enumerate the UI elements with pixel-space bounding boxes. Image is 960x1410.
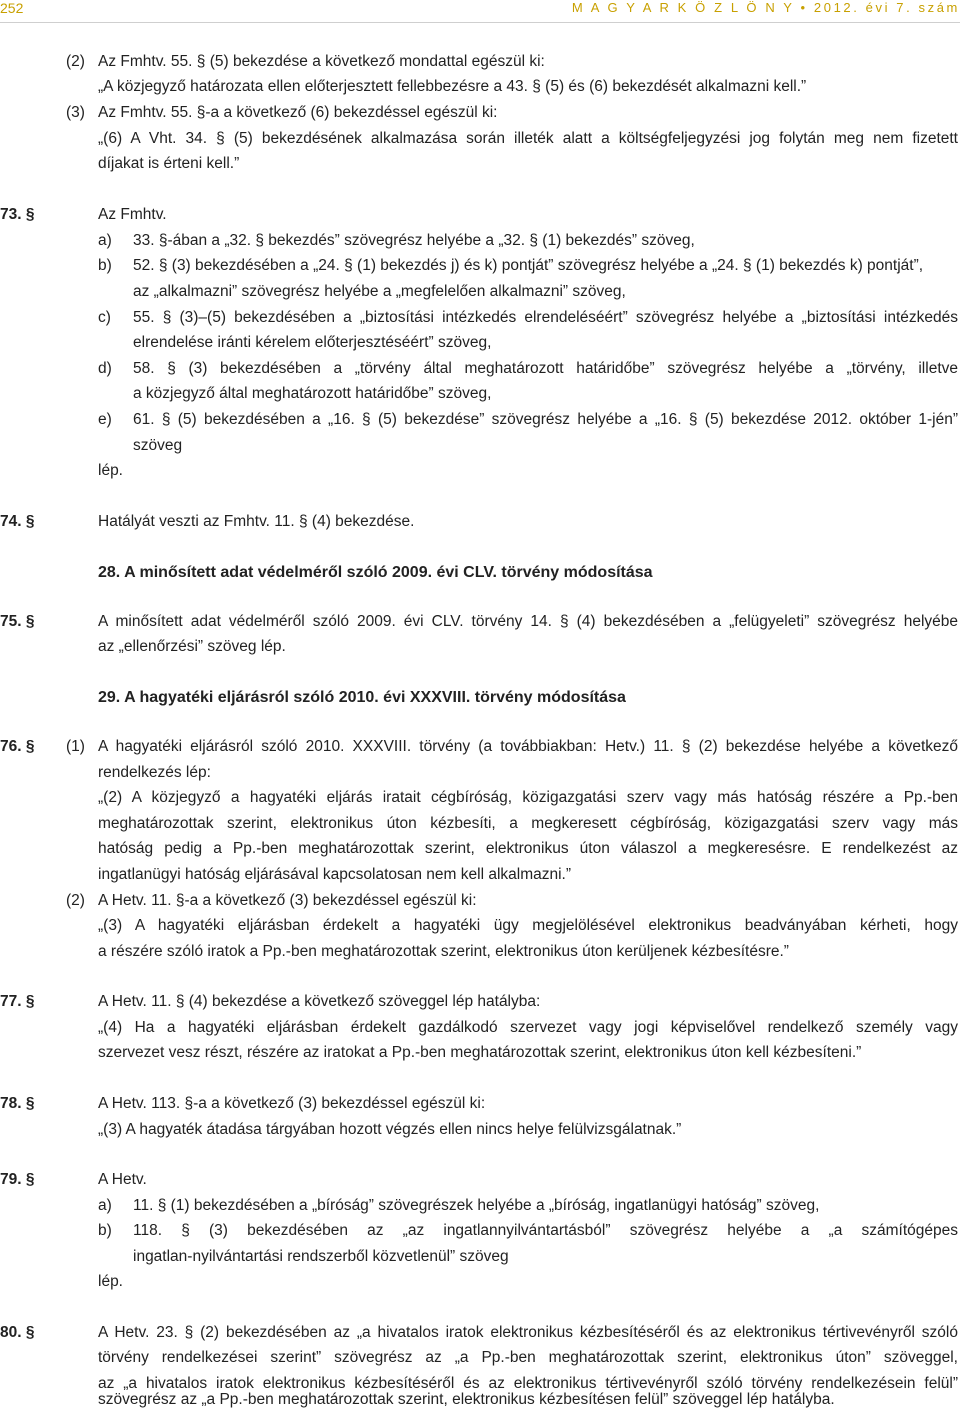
item-label: b)	[98, 257, 112, 274]
item-text: 61. § (5) bekezdésében a „16. § (5) bekezdése” szövegrész helyébe a „16. § (5) bekezdése 2012. október 1-jén”	[133, 411, 958, 428]
page-number: 252	[0, 0, 24, 16]
section-text: A minősített adat védelméről szóló 2009. évi CLV. törvény 14. § (4) bekezdésében a „felügyeleti” szövegrész helyébe	[98, 613, 958, 630]
item-text: ingatlan-nyilvántartási rendszerből közvetlenül” szöveg	[133, 1248, 509, 1265]
item-text: szöveg	[133, 437, 183, 454]
section-number: 75. §	[0, 613, 35, 630]
item-text: 55. § (3)–(5) bekezdésében a „biztosítási intézkedés elrendeléséért” szövegrész helyébe a „biztosítási intézkedés	[133, 309, 958, 326]
quoted-text: „(4) Ha a hagyatéki eljárásban érdekelt gazdálkodó szervezet vagy jogi képviselővel rendelkező személy vagy	[98, 1019, 958, 1036]
paragraph-number: (2)	[66, 53, 85, 70]
paragraph-number: (3)	[66, 104, 85, 121]
item-label: c)	[98, 309, 111, 326]
item-label: b)	[98, 1222, 112, 1239]
quoted-text: „(6) A Vht. 34. § (5) bekezdésének alkalmazása során illeték alatt a költségfeljegyzési jog folytán meg nem fizetett	[98, 130, 958, 147]
page-header	[0, 0, 960, 23]
section-intro: A Hetv.	[98, 1171, 147, 1188]
quoted-text: „(3) A hagyaték átadása tárgyában hozott végzés ellen nincs helye felülvizsgálatnak.”	[98, 1121, 682, 1138]
section-number: 78. §	[0, 1095, 35, 1112]
quoted-text: ingatlanügyi hatóság eljárásával kapcsolatosan nem kell alkalmazni.”	[98, 866, 572, 883]
section-number: 73. §	[0, 206, 35, 223]
paragraph-text: rendelkezés lép:	[98, 764, 211, 781]
quoted-text: „(3) A hagyatéki eljárásban érdekelt a hagyatéki ügy megjelölésével elektronikus beadványában kérheti, hogy	[98, 917, 958, 934]
quoted-text: szervezet vesz részt, részére az iratokat a Pp.-ben meghatározottak szerint, elektronikus úton kell kézbesíteni.”	[98, 1044, 862, 1061]
chapter-heading: 29. A hagyatéki eljárásról szóló 2010. évi XXXVIII. törvény módosítása	[98, 689, 626, 706]
section-number: 77. §	[0, 993, 35, 1010]
section-number: 74. §	[0, 513, 35, 530]
section-text: A Hetv. 23. § (2) bekezdésében az „a hivatalos iratok elektronikus kézbesítéséről és az elektronikus tértivevényről szóló	[98, 1324, 958, 1341]
chapter-heading: 28. A minősített adat védelméről szóló 2009. évi CLV. törvény módosítása	[98, 564, 653, 581]
paragraph-text: A hagyatéki eljárásról szóló 2010. XXXVIII. törvény (a továbbiakban: Hetv.) 11. § (2) bekezdése helyébe a következő	[98, 738, 958, 755]
quoted-text: „(2) A közjegyző a hagyatéki eljárás iratait cégbíróság, közigazgatási szerv vagy más hatóság részére a Pp.-ben	[98, 789, 958, 806]
closing-text: lép.	[98, 462, 123, 479]
section-number: 79. §	[0, 1171, 35, 1188]
item-label: d)	[98, 360, 112, 377]
item-text: az „alkalmazni” szövegrész helyébe a „megfelelően alkalmazni” szöveg,	[133, 283, 626, 300]
item-label: a)	[98, 232, 112, 249]
paragraph-text: A Hetv. 11. §-a a következő (3) bekezdéssel egészül ki:	[98, 892, 477, 909]
item-label: e)	[98, 411, 112, 428]
section-number: 80. §	[0, 1324, 35, 1341]
section-text: törvény rendelkezései szerint” szövegrész az „a Pp.-ben meghatározottak szerint, elektronikus úton” szöveggel,	[98, 1349, 958, 1366]
quoted-text: meghatározottak szerint, elektronikus úton kézbesíti, a megkeresett cégbíróság, közigazgatási szerv vagy más	[98, 815, 958, 832]
quoted-text: hatóság pedig a Pp.-ben meghatározottak szerint, elektronikus úton válaszol a megkeresésre. E rendelkezést az	[98, 840, 958, 857]
paragraph-number: (1)	[66, 738, 85, 755]
paragraph-number: (2)	[66, 892, 85, 909]
item-text: 33. §-ában a „32. § bekezdés” szövegrész helyébe a „32. § (1) bekezdés” szöveg,	[133, 232, 695, 249]
item-text: 118. § (3) bekezdésében az „az ingatlannyilvántartásból” szövegrész helyébe a „a számítógépes	[133, 1222, 958, 1239]
item-text: 58. § (3) bekezdésében a „törvény által meghatározott határidőbe” szövegrész helyébe a „törvény, illetve	[133, 360, 958, 377]
quoted-text: „A közjegyző határozata ellen előterjesztett fellebbezésre a 43. § (5) és (6) bekezdését alkalmazni kell.”	[98, 78, 807, 95]
section-text: Hatályát veszti az Fmhtv. 11. § (4) bekezdése.	[98, 513, 415, 530]
item-text: 52. § (3) bekezdésében a „24. § (1) bekezdés j) és k) pontját” szövegrész helyébe a „24. § (1) bekezdés k) pontját”,	[133, 257, 924, 274]
section-text: szövegrész az „a Pp.-ben meghatározottak szerint, elektronikus kézbesítésen felül” szöveggel lép hatályba.	[98, 1391, 835, 1408]
section-text: az „a hivatalos iratok elektronikus kézbesítéséről és az elektronikus tértivevényről szóló törvény rendelkezésein felül”	[98, 1375, 958, 1392]
paragraph-text: Az Fmhtv. 55. §-a a következő (6) bekezdéssel egészül ki:	[98, 104, 498, 121]
section-text: A Hetv. 11. § (4) bekezdése a következő szöveggel lép hatályba:	[98, 993, 541, 1010]
section-intro: Az Fmhtv.	[98, 206, 167, 223]
quoted-text: díjakat is érteni kell.”	[98, 155, 240, 172]
paragraph-text: Az Fmhtv. 55. § (5) bekezdése a következő mondattal egészül ki:	[98, 53, 545, 70]
section-number: 76. §	[0, 738, 35, 755]
item-text: elrendelése iránti kérelem előterjesztéséért” szöveg,	[133, 334, 492, 351]
item-text: 11. § (1) bekezdésében a „bíróság” szövegrészek helyébe a „bíróság, ingatlanügyi hatóság” szöveg,	[133, 1197, 820, 1214]
item-text: a közjegyző által meghatározott határidőbe” szöveg,	[133, 385, 492, 402]
item-label: a)	[98, 1197, 112, 1214]
section-text: A Hetv. 113. §-a a következő (3) bekezdéssel egészül ki:	[98, 1095, 486, 1112]
section-text: az „ellenőrzési” szöveg lép.	[98, 638, 286, 655]
quoted-text: a részére szóló iratok a Pp.-ben meghatározottak szerint, elektronikus úton kerüljenek kézbesítésre.”	[98, 943, 789, 960]
closing-text: lép.	[98, 1273, 123, 1290]
publication-title: M A G Y A R K Ö Z L Ö N Y • 2012. évi 7. szám	[571, 0, 960, 15]
